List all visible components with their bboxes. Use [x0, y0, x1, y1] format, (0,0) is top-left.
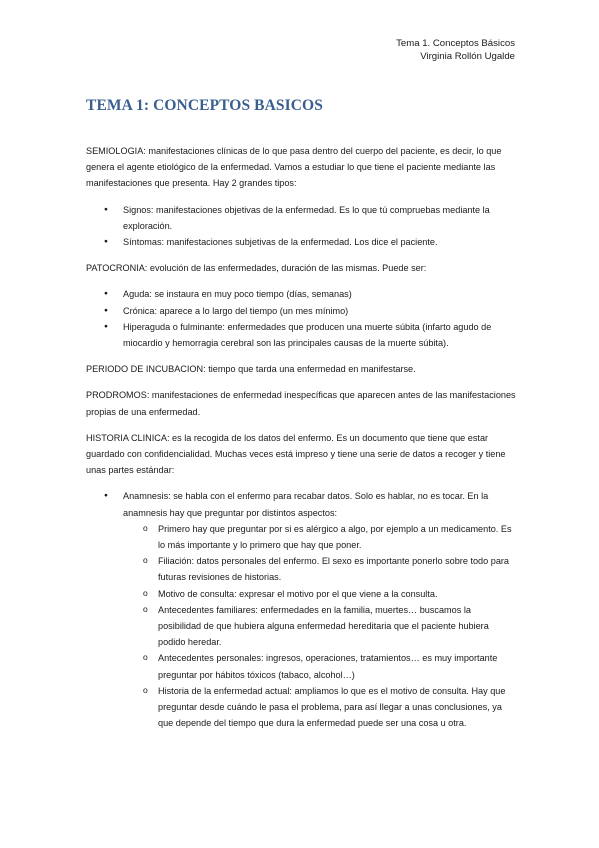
list-item: ● Hiperaguda o fulminante: enfermedades que producen una muerte súbita (infarto agudo de miocardio y hemorragia cerebral son las principales causas de la muerte súbita). [86, 319, 516, 351]
sub-list-item: o Filiación: datos personales del enfermo. El sexo es importante ponerlo sobre todo para futuras revisiones de historias. [86, 553, 516, 585]
page-header [396, 37, 515, 63]
sub-list-item: o Antecedentes personales: ingresos, operaciones, tratamientos… es muy importante preguntar por hábitos tóxicos (tabaco, alcohol…) [86, 650, 516, 682]
page-title: TEMA 1: CONCEPTOS BASICOS [86, 97, 323, 114]
sub-list-item: o Antecedentes familiares: enfermedades en la familia, muertes… buscamos la posibilidad de que hubiera alguna enfermedad hereditaria que el paciente hubiera podido heredar. [86, 602, 516, 651]
document-body [86, 143, 516, 742]
sub-list-item: o Motivo de consulta: expresar el motivo por el que viene a la consulta. [86, 586, 516, 602]
paragraph-historia-clinica: HISTORIA CLINICA: es la recogida de los datos del enfermo. Es un documento que tiene que estar guardado con confidencialidad. Muchas veces está impreso y tiene una serie de datos a recoger y tiene unas partes estándar: [86, 432, 506, 476]
paragraph-patocronia: PATOCRONIA: evolución de las enfermedades, duración de las mismas. Puede ser: [86, 263, 427, 274]
header-topic: Tema 1. Conceptos Básicos [396, 38, 515, 49]
anamnesis-text: Anamnesis: se habla con el enfermo para recabar datos. Solo es hablar, no es tocar. En la anamnesis hay que preguntar por distintos aspectos: [123, 491, 489, 518]
list-item: ● Aguda: se instaura en muy poco tiempo (días, semanas) [86, 286, 516, 302]
list-patocronia [86, 286, 516, 351]
sublist-anamnesis [123, 521, 516, 732]
paragraph-semiologia: SEMIOLOGIA: manifestaciones clínicas de lo que pasa dentro del cuerpo del paciente, es decir, lo que genera el agente etiológico de la enfermedad. Vamos a estudiar lo que tiene el paciente mediante las manifestaciones que presenta. Hay 2 grandes tipos: [86, 146, 502, 189]
sub-list-item: o Historia de la enfermedad actual: ampliamos lo que es el motivo de consulta. Hay que preguntar desde cuándo le pasa el problema, para así llegar a unas conclusiones, ya que depende del tiempo que dura la enfermedad puede ser una cosa u otra. [86, 683, 516, 732]
list-historia-clinica [86, 488, 516, 731]
paragraph-periodo-incubacion: PERIODO DE INCUBACION: tiempo que tarda una enfermedad en manifestarse. [86, 364, 416, 375]
header-author: Virginia Rollón Ugalde [420, 51, 515, 62]
list-semiologia [86, 202, 516, 251]
list-item: ● Signos: manifestaciones objetivas de la enfermedad. Es lo que tú compruebas mediante la exploración. [86, 202, 516, 234]
sub-list-item: o Primero hay que preguntar por si es alérgico a algo, por ejemplo a un medicamento. Es lo más importante y lo primero que hay que poner. [86, 521, 516, 553]
list-item: ● Síntomas: manifestaciones subjetivas de la enfermedad. Los dice el paciente. [86, 234, 516, 250]
list-item: ● Crónica: aparece a lo largo del tiempo (un mes mínimo) [86, 303, 516, 319]
list-item-anamnesis [86, 488, 516, 731]
paragraph-prodromos: PRODROMOS: manifestaciones de enfermedad inespecíficas que aparecen antes de las manifestaciones propias de una enfermedad. [86, 390, 516, 417]
